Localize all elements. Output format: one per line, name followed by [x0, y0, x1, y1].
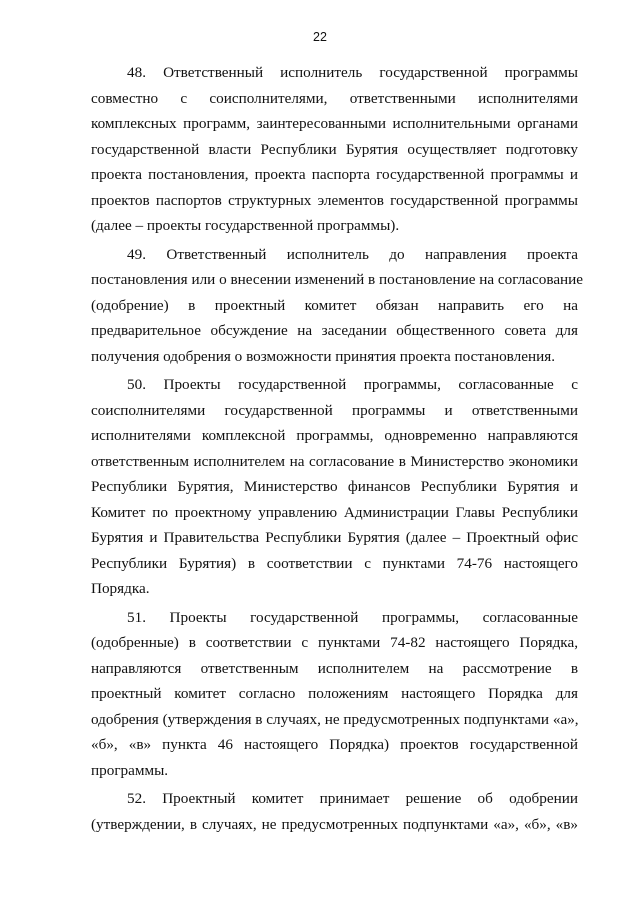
- text-line: проектный комитет согласно положениям настоящего Порядка для: [91, 685, 578, 702]
- document-body: [91, 60, 584, 840]
- text-line: ответственным исполнителем на согласование в Министерство экономики: [91, 452, 578, 470]
- text-line: 52. Проектный комитет принимает решение об одобрении: [127, 790, 578, 807]
- text-line: 51. Проекты государственной программы, согласованные: [127, 608, 578, 626]
- text-line: предварительное обсуждение на заседании общественного совета для: [91, 322, 578, 339]
- text-line: «б», «в» пункта 46 настоящего Порядка) проектов государственной: [91, 736, 578, 753]
- paragraph-52: [91, 786, 578, 837]
- text-line: программы.: [91, 761, 169, 779]
- text-line: проектов паспортов структурных элементов государственной программы: [91, 191, 578, 209]
- text-line: Комитет по проектному управлению Администрации Главы Республики: [91, 503, 578, 521]
- text-line: государственной власти Республики Бурятия осуществляет подготовку: [91, 140, 578, 158]
- text-line: (далее – проекты государственной программы).: [91, 217, 400, 234]
- text-line: одобрения (утверждения в случаях, не предусмотренных подпунктами «а»,: [91, 710, 579, 728]
- text-line: Бурятия и Правительства Республики Бурятия (далее – Проектный офис: [91, 529, 578, 546]
- text-line: направляются ответственным исполнителем на рассмотрение в: [91, 659, 578, 677]
- text-line: Республики Бурятия, Министерство финансов Республики Бурятия и: [91, 478, 578, 495]
- text-line: соисполнителями государственной программы и ответственными: [91, 401, 578, 419]
- text-line: комплексных программ, заинтересованными исполнительными органами: [91, 115, 578, 132]
- paragraph-48: [91, 60, 578, 239]
- text-line: 50. Проекты государственной программы, согласованные с: [127, 376, 578, 393]
- text-line: (одобрение) в проектный комитет обязан направить его на: [91, 296, 578, 314]
- text-line: постановления или о внесении изменений в постановление на согласование: [91, 271, 584, 288]
- text-line: исполнителями комплексной программы, одновременно направляются: [91, 427, 578, 444]
- text-line: получения одобрения о возможности принятия проекта постановления.: [91, 347, 555, 365]
- text-line: Порядка.: [91, 580, 150, 597]
- text-line: (одобренные) в соответствии с пунктами 74-82 настоящего Порядка,: [91, 634, 578, 651]
- text-line: совместно с соисполнителями, ответственными исполнителями: [91, 89, 578, 107]
- text-line: 48. Ответственный исполнитель государственной программы: [127, 64, 578, 81]
- paragraph-51: [91, 605, 578, 784]
- page-number: 22: [313, 30, 327, 44]
- text-line: (утверждении, в случаях, не предусмотренных подпунктами «а», «б», «в»: [91, 815, 578, 833]
- paragraph-50: [91, 372, 578, 602]
- paragraph-49: [91, 242, 584, 370]
- text-line: 49. Ответственный исполнитель до направления проекта: [127, 245, 578, 263]
- text-line: Республики Бурятия) в соответствии с пунктами 74-76 настоящего: [91, 554, 578, 572]
- text-line: проекта постановления, проекта паспорта государственной программы и: [91, 166, 578, 183]
